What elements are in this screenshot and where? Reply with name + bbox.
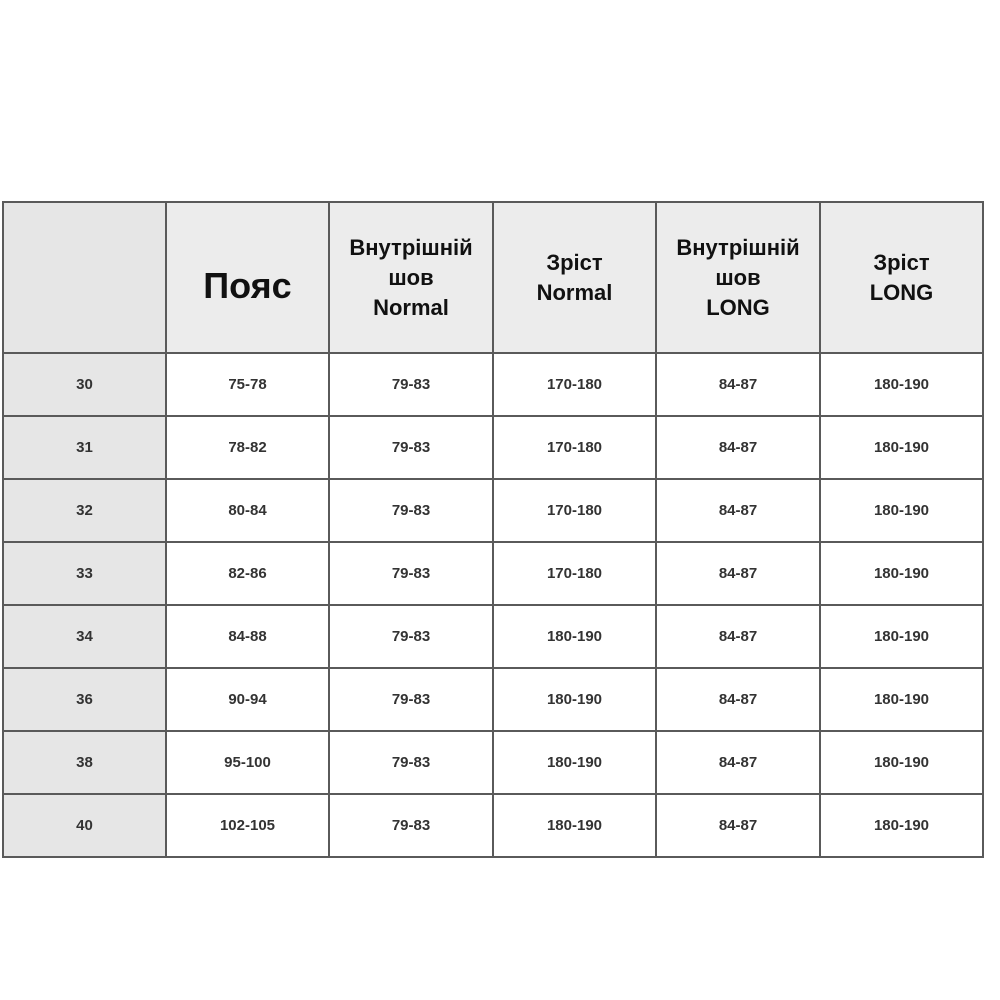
inseam-long-cell: 84-87 [657,543,821,606]
size-cell: 33 [4,543,167,606]
size-cell: 36 [4,669,167,732]
table-body [4,354,984,858]
height-long-cell: 180-190 [821,795,984,858]
inseam-normal-cell: 79-83 [330,354,494,417]
header-height-normal [494,203,657,354]
height-normal-cell: 170-180 [494,417,657,480]
inseam-normal-cell: 79-83 [330,480,494,543]
waist-cell: 82-86 [167,543,330,606]
inseam-long-cell: 84-87 [657,480,821,543]
table-row [4,606,984,669]
height-normal-cell: 170-180 [494,480,657,543]
table-row [4,669,984,732]
height-long-cell: 180-190 [821,354,984,417]
height-normal-cell: 180-190 [494,669,657,732]
header-inseam-normal-label: Внутрішній шов Normal [349,234,473,320]
inseam-long-cell: 84-87 [657,606,821,669]
height-long-cell: 180-190 [821,669,984,732]
waist-cell: 84-88 [167,606,330,669]
height-long-cell: 180-190 [821,606,984,669]
header-waist [167,203,330,354]
inseam-normal-cell: 79-83 [330,417,494,480]
size-cell: 40 [4,795,167,858]
inseam-long-cell: 84-87 [657,795,821,858]
size-cell: 32 [4,480,167,543]
inseam-normal-cell: 79-83 [330,669,494,732]
inseam-long-cell: 84-87 [657,669,821,732]
size-cell: 34 [4,606,167,669]
header-waist-label: Пояс [203,264,292,306]
waist-cell: 80-84 [167,480,330,543]
height-long-cell: 180-190 [821,417,984,480]
inseam-long-cell: 84-87 [657,417,821,480]
header-inseam-long-label: Внутрішній шов LONG [676,234,800,320]
header-row [4,203,984,354]
waist-cell: 102-105 [167,795,330,858]
size-chart-table [2,201,984,858]
table-row [4,795,984,858]
header-height-long-label: Зріст LONG [869,249,934,305]
inseam-normal-cell: 79-83 [330,795,494,858]
header-height-long [821,203,984,354]
inseam-long-cell: 84-87 [657,354,821,417]
waist-cell: 90-94 [167,669,330,732]
table-row [4,543,984,606]
table-header [4,203,984,354]
height-normal-cell: 180-190 [494,606,657,669]
height-long-cell: 180-190 [821,480,984,543]
size-cell: 30 [4,354,167,417]
header-inseam-long [657,203,821,354]
table-row [4,354,984,417]
table-row [4,417,984,480]
height-normal-cell: 180-190 [494,795,657,858]
header-corner-cell [4,203,167,354]
waist-cell: 78-82 [167,417,330,480]
size-cell: 38 [4,732,167,795]
inseam-long-cell: 84-87 [657,732,821,795]
height-long-cell: 180-190 [821,732,984,795]
height-long-cell: 180-190 [821,543,984,606]
header-height-normal-label: Зріст Normal [536,249,613,305]
header-inseam-normal [330,203,494,354]
size-cell: 31 [4,417,167,480]
inseam-normal-cell: 79-83 [330,606,494,669]
waist-cell: 75-78 [167,354,330,417]
inseam-normal-cell: 79-83 [330,732,494,795]
inseam-normal-cell: 79-83 [330,543,494,606]
table-row [4,732,984,795]
waist-cell: 95-100 [167,732,330,795]
height-normal-cell: 170-180 [494,543,657,606]
height-normal-cell: 180-190 [494,732,657,795]
table-row [4,480,984,543]
height-normal-cell: 170-180 [494,354,657,417]
